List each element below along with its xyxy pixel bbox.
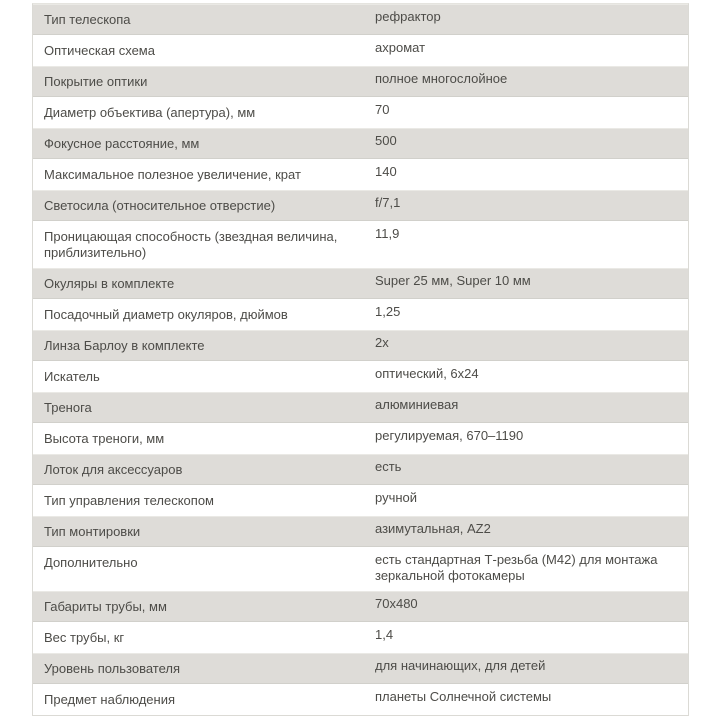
spec-label: Проницающая способность (звездная величина, приблизительно) xyxy=(44,229,338,260)
spec-value: 500 xyxy=(375,133,397,148)
spec-value: 1,25 xyxy=(375,304,401,319)
spec-value: 140 xyxy=(375,164,397,179)
spec-label: Светосила (относительное отверстие) xyxy=(44,198,276,213)
spec-value: планеты Солнечной системы xyxy=(375,689,552,704)
spec-label: Тренога xyxy=(44,400,92,415)
spec-label: Искатель xyxy=(44,369,100,384)
spec-value: f/7,1 xyxy=(375,195,401,210)
spec-value: 1,4 xyxy=(375,627,394,642)
spec-label: Габариты трубы, мм xyxy=(44,599,167,614)
spec-label: Вес трубы, кг xyxy=(44,630,125,645)
spec-label: Максимальное полезное увеличение, крат xyxy=(44,167,301,182)
spec-row xyxy=(33,299,688,330)
spec-row xyxy=(33,221,688,268)
spec-row xyxy=(33,485,688,516)
spec-label: Посадочный диаметр окуляров, дюймов xyxy=(44,307,288,322)
spec-row xyxy=(33,591,688,622)
spec-value: для начинающих, для детей xyxy=(375,658,546,673)
spec-label: Окуляры в комплекте xyxy=(44,276,175,291)
spec-value: ахромат xyxy=(375,40,426,55)
spec-label: Покрытие оптики xyxy=(44,74,148,89)
spec-label: Оптическая схема xyxy=(44,43,155,58)
spec-row xyxy=(33,622,688,653)
spec-row xyxy=(33,653,688,684)
spec-label: Тип управления телескопом xyxy=(44,493,214,508)
spec-label: Диаметр объектива (апертура), мм xyxy=(44,105,256,120)
spec-label: Дополнительно xyxy=(44,555,138,570)
telescope-specs-table xyxy=(32,3,689,716)
spec-value: ручной xyxy=(375,490,418,505)
spec-row xyxy=(33,330,688,361)
spec-row xyxy=(33,361,688,392)
spec-row xyxy=(33,392,688,423)
spec-value: 70x480 xyxy=(375,596,418,611)
spec-value: 70 xyxy=(375,102,390,117)
spec-row xyxy=(33,4,688,35)
spec-value: есть стандартная Т-резьба (М42) для монтажа зеркальной фотокамеры xyxy=(375,552,658,583)
spec-value: Super 25 мм, Super 10 мм xyxy=(375,273,531,288)
spec-value: есть xyxy=(375,459,402,474)
spec-row xyxy=(33,66,688,97)
spec-label: Предмет наблюдения xyxy=(44,692,176,707)
spec-row xyxy=(33,454,688,485)
spec-label: Лоток для аксессуаров xyxy=(44,462,183,477)
spec-row xyxy=(33,190,688,221)
spec-label: Тип телескопа xyxy=(44,12,131,27)
spec-value: рефрактор xyxy=(375,9,441,24)
spec-row xyxy=(33,547,688,591)
spec-label: Уровень пользователя xyxy=(44,661,181,676)
spec-value: полное многослойное xyxy=(375,71,508,86)
spec-row xyxy=(33,35,688,66)
spec-label: Тип монтировки xyxy=(44,524,141,539)
spec-row xyxy=(33,516,688,547)
spec-value: 11,9 xyxy=(375,226,400,241)
spec-value: азимутальная, AZ2 xyxy=(375,521,491,536)
spec-row xyxy=(33,128,688,159)
spec-label: Линза Барлоу в комплекте xyxy=(44,338,205,353)
spec-row xyxy=(33,268,688,299)
spec-label: Фокусное расстояние, мм xyxy=(44,136,200,151)
spec-row xyxy=(33,684,688,715)
spec-value: 2x xyxy=(375,335,389,350)
spec-label: Высота треноги, мм xyxy=(44,431,165,446)
spec-row xyxy=(33,423,688,454)
spec-row xyxy=(33,97,688,128)
spec-row xyxy=(33,159,688,190)
spec-value: оптический, 6x24 xyxy=(375,366,479,381)
spec-value: алюминиевая xyxy=(375,397,459,412)
spec-value: регулируемая, 670–1190 xyxy=(375,428,524,443)
